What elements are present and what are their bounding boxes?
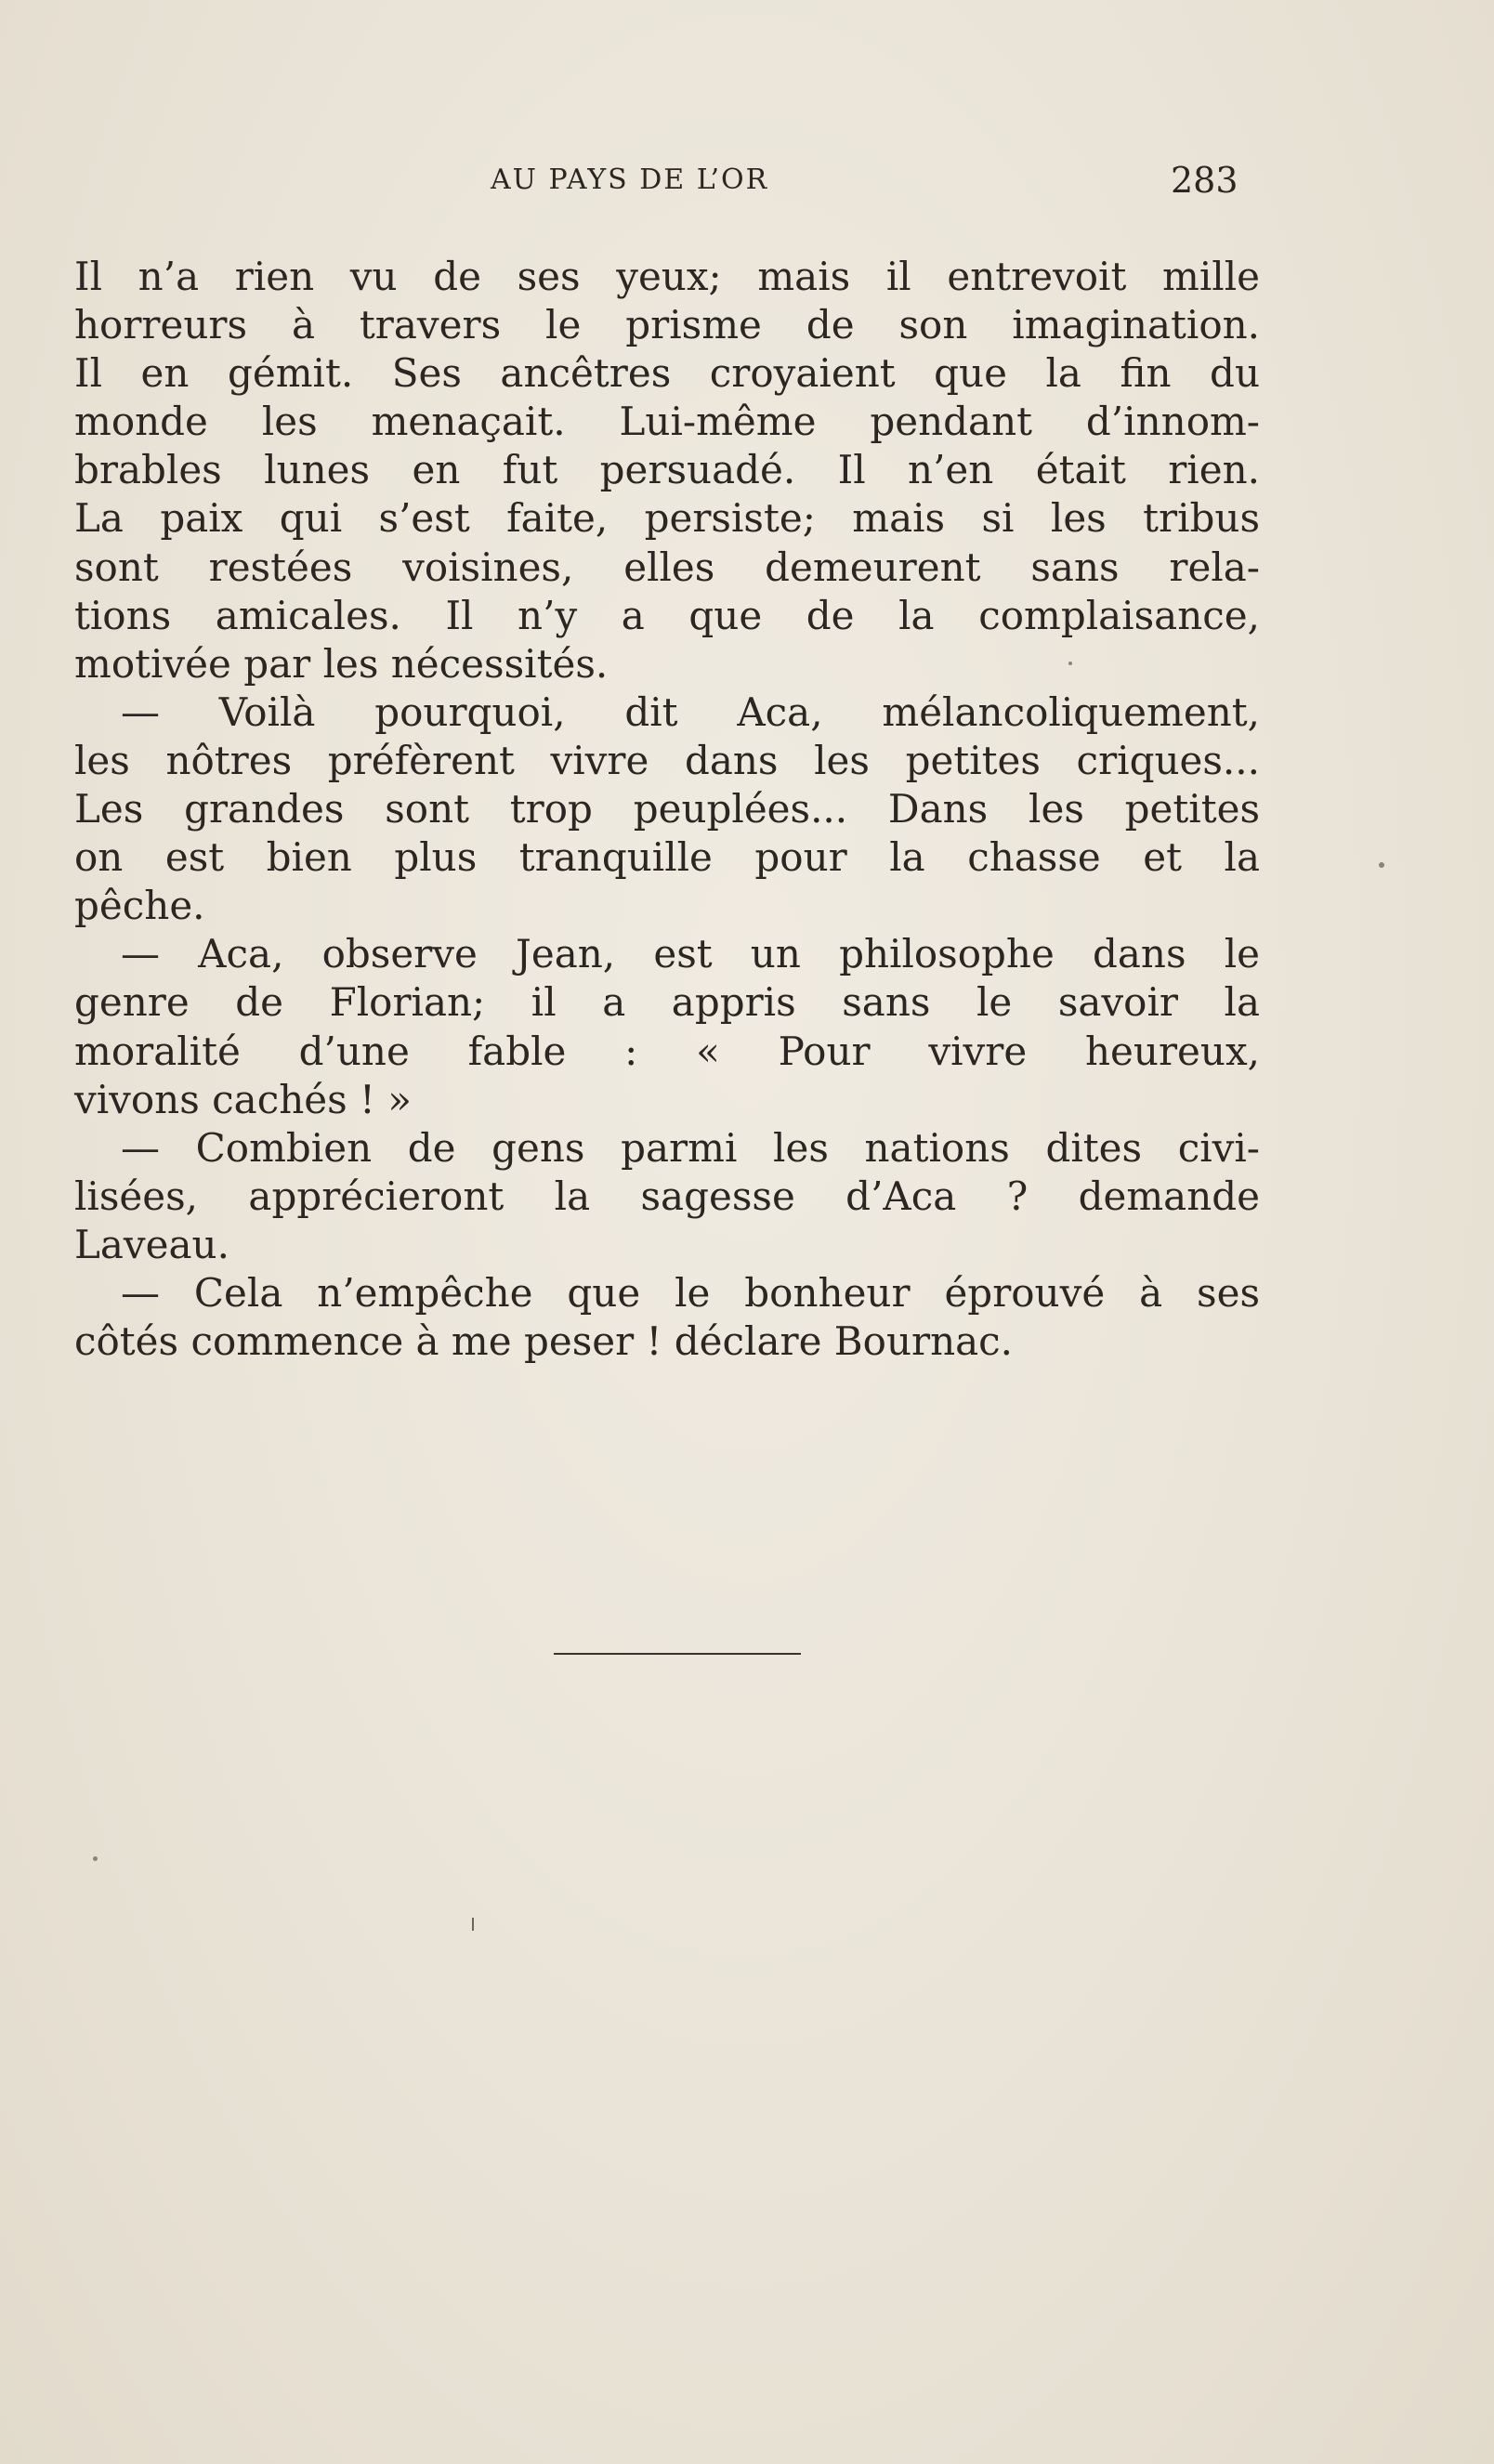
text-line: pêche. bbox=[74, 883, 205, 929]
text-line: brables lunes en fut persuadé. Il n’en était rien. bbox=[74, 447, 1260, 493]
text-line: Laveau. bbox=[74, 1221, 229, 1267]
text-line: tions amicales. Il n’y a que de la complaisance, bbox=[74, 592, 1260, 638]
text-line: genre de Florian; il a appris sans le savoir la bbox=[74, 979, 1260, 1026]
text-line: côtés commence à me peser ! déclare Bournac. bbox=[74, 1318, 1014, 1365]
end-rule bbox=[554, 1653, 801, 1655]
body-text bbox=[74, 253, 1260, 1366]
text-line: on est bien plus tranquille pour la chasse et la bbox=[74, 834, 1260, 881]
text-line: — Combien de gens parmi les nations dites civi- bbox=[121, 1124, 1260, 1171]
text-line: — Voilà pourquoi, dit Aca, mélancoliquement, bbox=[121, 688, 1260, 735]
text-line: vivons cachés ! » bbox=[74, 1076, 412, 1122]
text-line: — Cela n’empêche que le bonheur éprouvé à ses bbox=[121, 1269, 1260, 1316]
text-line: les nôtres préfèrent vivre dans les petites criques... bbox=[74, 737, 1260, 783]
text-line: Les grandes sont trop peuplées... Dans les petites bbox=[74, 786, 1260, 832]
text-line: horreurs à travers le prisme de son imagination. bbox=[74, 302, 1260, 348]
paper-mark bbox=[472, 1918, 474, 1931]
text-line: — Aca, observe Jean, est un philosophe dans le bbox=[121, 931, 1260, 977]
text-line: Il n’a rien vu de ses yeux; mais il entrevoit mille bbox=[74, 254, 1260, 299]
paper-speck bbox=[1379, 862, 1384, 868]
paper-speck bbox=[1068, 662, 1072, 665]
text-line: monde les menaçait. Lui-même pendant d’innom- bbox=[74, 399, 1260, 445]
paper-speck bbox=[93, 1856, 98, 1861]
text-line: La paix qui s’est faite, persiste; mais si les tribus bbox=[74, 495, 1260, 542]
text-line: moralité d’une fable : « Pour vivre heureux, bbox=[74, 1028, 1260, 1074]
text-line: motivée par les nécessités. bbox=[74, 640, 609, 687]
text-line: Il en gémit. Ses ancêtres croyaient que la fin du bbox=[74, 350, 1260, 397]
running-title: AU PAYS DE L’OR bbox=[491, 164, 769, 196]
text-line: lisées, apprécieront la sagesse d’Aca ? demande bbox=[74, 1173, 1260, 1219]
page-number: 283 bbox=[1171, 160, 1238, 201]
text-line: sont restées voisines, elles demeurent sans rela- bbox=[74, 544, 1260, 590]
